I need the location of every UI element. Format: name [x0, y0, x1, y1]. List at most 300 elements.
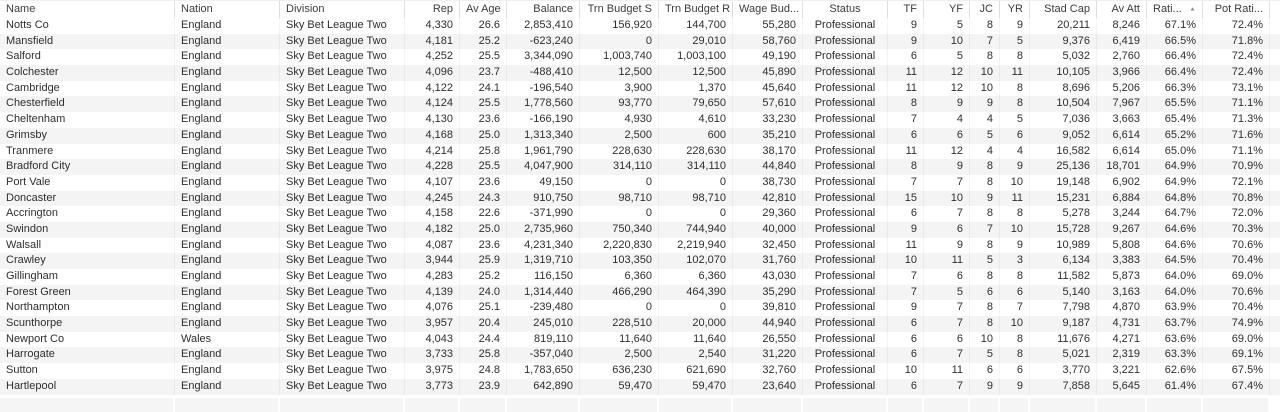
cell-trn_budget_r: 0 [659, 300, 733, 316]
cell-av_att: 6,614 [1097, 128, 1147, 144]
cell-trn_budget_s: 1,003,740 [580, 49, 659, 65]
empty-grid-strip [0, 398, 1280, 412]
cell-yr: 10 [1000, 316, 1030, 332]
table-row-salford[interactable] [0, 49, 1280, 65]
cell-stad_cap: 7,858 [1030, 379, 1097, 395]
cell-av_att: 6,884 [1097, 191, 1147, 207]
cell-jc: 5 [970, 128, 1000, 144]
table-row-tranmere[interactable] [0, 144, 1280, 160]
table-row-forest-green[interactable] [0, 285, 1280, 301]
cell-rep: 4,182 [405, 222, 460, 238]
column-header-label: Av Att [1111, 3, 1140, 15]
cell-wage_bud: 32,450 [733, 238, 803, 254]
cell-yf: 12 [924, 81, 970, 97]
cell-tf: 11 [888, 65, 924, 81]
cell-rati: 64.9% [1147, 159, 1203, 175]
empty-grid-cell [888, 398, 924, 412]
cell-av_age: 23.9 [460, 379, 507, 395]
cell-pot_rati: 72.4% [1203, 18, 1270, 34]
cell-av_att: 4,870 [1097, 300, 1147, 316]
table-row-doncaster[interactable] [0, 191, 1280, 207]
column-header-trn_budget_s[interactable] [580, 1, 659, 18]
cell-jc: 10 [970, 332, 1000, 348]
column-header-trn_budget_r[interactable] [659, 1, 733, 18]
cell-wage_bud: 40,000 [733, 222, 803, 238]
column-header-rep[interactable] [405, 1, 460, 18]
table-row-bradford-city[interactable] [0, 159, 1280, 175]
column-header-division[interactable] [280, 1, 405, 18]
empty-grid-cell [175, 398, 280, 412]
cell-balance: -196,540 [507, 81, 580, 97]
cell-rati: 65.5% [1147, 96, 1203, 112]
cell-status: Professional [803, 347, 888, 363]
cell-nation: England [175, 18, 280, 34]
cell-nation: England [175, 253, 280, 269]
cell-nation: England [175, 285, 280, 301]
table-row-accrington[interactable] [0, 206, 1280, 222]
cell-tf: 7 [888, 175, 924, 191]
cell-wage_bud: 33,230 [733, 112, 803, 128]
cell-av_att: 3,244 [1097, 206, 1147, 222]
cell-rati: 64.0% [1147, 285, 1203, 301]
cell-balance: -488,410 [507, 65, 580, 81]
cell-trn_budget_r: 2,540 [659, 347, 733, 363]
cell-rep: 4,245 [405, 191, 460, 207]
cell-yf: 9 [924, 159, 970, 175]
cell-av_att: 4,731 [1097, 316, 1147, 332]
cell-av_age: 24.3 [460, 191, 507, 207]
cell-division: Sky Bet League Two [280, 18, 405, 34]
cell-av_age: 25.2 [460, 34, 507, 50]
cell-division: Sky Bet League Two [280, 112, 405, 128]
cell-status: Professional [803, 300, 888, 316]
cell-av_age: 24.1 [460, 81, 507, 97]
cell-yf: 6 [924, 269, 970, 285]
empty-grid-cell [1147, 398, 1203, 412]
cell-yf: 10 [924, 191, 970, 207]
empty-grid-cell [580, 398, 659, 412]
column-header-nation[interactable] [175, 1, 280, 18]
cell-av_att: 5,808 [1097, 238, 1147, 254]
cell-name: Gillingham [0, 269, 175, 285]
table-row-northampton[interactable] [0, 300, 1280, 316]
cell-rati: 64.7% [1147, 206, 1203, 222]
cell-status: Professional [803, 363, 888, 379]
cell-yr: 8 [1000, 49, 1030, 65]
table-row-chesterfield[interactable] [0, 96, 1280, 112]
column-header-label: Pot Rati... [1214, 3, 1263, 15]
cell-balance: 1,778,560 [507, 96, 580, 112]
cell-wage_bud: 44,940 [733, 316, 803, 332]
cell-yf: 5 [924, 49, 970, 65]
cell-trn_budget_r: 59,470 [659, 379, 733, 395]
cell-stad_cap: 25,136 [1030, 159, 1097, 175]
cell-av_age: 23.7 [460, 65, 507, 81]
cell-nation: England [175, 300, 280, 316]
cell-stad_cap: 3,770 [1030, 363, 1097, 379]
cell-yf: 12 [924, 65, 970, 81]
cell-pot_rati: 72.4% [1203, 65, 1270, 81]
cell-trn_budget_s: 156,920 [580, 18, 659, 34]
column-header-status[interactable] [803, 1, 888, 18]
cell-av_age: 23.6 [460, 238, 507, 254]
cell-yr: 10 [1000, 175, 1030, 191]
cell-pot_rati: 70.4% [1203, 300, 1270, 316]
cell-jc: 8 [970, 316, 1000, 332]
cell-balance: 2,735,960 [507, 222, 580, 238]
cell-name: Grimsby [0, 128, 175, 144]
cell-division: Sky Bet League Two [280, 332, 405, 348]
cell-pot_rati: 70.6% [1203, 285, 1270, 301]
cell-name: Hartlepool [0, 379, 175, 395]
cell-rati: 62.6% [1147, 363, 1203, 379]
cell-av_att: 3,966 [1097, 65, 1147, 81]
cell-trn_budget_s: 636,230 [580, 363, 659, 379]
cell-status: Professional [803, 128, 888, 144]
cell-name: Crawley [0, 253, 175, 269]
cell-stad_cap: 10,989 [1030, 238, 1097, 254]
cell-yr: 8 [1000, 269, 1030, 285]
cell-name: Notts Co [0, 18, 175, 34]
cell-jc: 6 [970, 363, 1000, 379]
cell-yr: 9 [1000, 238, 1030, 254]
cell-stad_cap: 5,278 [1030, 206, 1097, 222]
cell-rati: 66.4% [1147, 49, 1203, 65]
cell-nation: England [175, 81, 280, 97]
column-header-av_att[interactable] [1097, 1, 1147, 18]
table-row-notts-co[interactable] [0, 18, 1280, 34]
cell-stad_cap: 11,582 [1030, 269, 1097, 285]
cell-av_age: 23.6 [460, 175, 507, 191]
cell-rati: 64.0% [1147, 269, 1203, 285]
cell-yf: 11 [924, 253, 970, 269]
cell-stad_cap: 19,148 [1030, 175, 1097, 191]
cell-trn_budget_s: 93,770 [580, 96, 659, 112]
cell-name: Sutton [0, 363, 175, 379]
cell-rep: 4,168 [405, 128, 460, 144]
cell-trn_budget_r: 0 [659, 206, 733, 222]
cell-av_att: 5,645 [1097, 379, 1147, 395]
cell-division: Sky Bet League Two [280, 363, 405, 379]
cell-name: Cambridge [0, 81, 175, 97]
cell-stad_cap: 9,376 [1030, 34, 1097, 50]
cell-trn_budget_s: 4,930 [580, 112, 659, 128]
cell-name: Swindon [0, 222, 175, 238]
cell-name: Doncaster [0, 191, 175, 207]
cell-yf: 6 [924, 332, 970, 348]
cell-wage_bud: 29,360 [733, 206, 803, 222]
cell-pot_rati: 72.4% [1203, 49, 1270, 65]
cell-tf: 8 [888, 159, 924, 175]
cell-nation: Wales [175, 332, 280, 348]
cell-name: Port Vale [0, 175, 175, 191]
cell-status: Professional [803, 316, 888, 332]
cell-rep: 4,158 [405, 206, 460, 222]
cell-division: Sky Bet League Two [280, 300, 405, 316]
cell-tf: 11 [888, 81, 924, 97]
empty-grid-cell [460, 398, 507, 412]
cell-jc: 4 [970, 144, 1000, 160]
cell-jc: 9 [970, 191, 1000, 207]
cell-jc: 8 [970, 300, 1000, 316]
table-row-port-vale[interactable] [0, 175, 1280, 191]
cell-av_att: 2,760 [1097, 49, 1147, 65]
cell-av_att: 4,271 [1097, 332, 1147, 348]
cell-division: Sky Bet League Two [280, 81, 405, 97]
cell-balance: 910,750 [507, 191, 580, 207]
column-header-pot_rati[interactable] [1203, 1, 1270, 18]
column-header-yf[interactable] [924, 1, 970, 18]
cell-yr: 6 [1000, 285, 1030, 301]
column-header-rati[interactable] [1147, 1, 1203, 18]
column-header-label: Balance [533, 3, 573, 15]
cell-yr: 8 [1000, 81, 1030, 97]
cell-balance: 4,231,340 [507, 238, 580, 254]
cell-status: Professional [803, 34, 888, 50]
cell-balance: -623,240 [507, 34, 580, 50]
cell-division: Sky Bet League Two [280, 49, 405, 65]
cell-nation: England [175, 316, 280, 332]
cell-rep: 3,975 [405, 363, 460, 379]
cell-trn_budget_s: 0 [580, 300, 659, 316]
cell-stad_cap: 10,105 [1030, 65, 1097, 81]
column-header-label: Status [829, 3, 861, 15]
cell-trn_budget_r: 621,690 [659, 363, 733, 379]
cell-tf: 9 [888, 222, 924, 238]
cell-rati: 64.5% [1147, 253, 1203, 269]
cell-pot_rati: 71.6% [1203, 128, 1270, 144]
cell-rati: 67.1% [1147, 18, 1203, 34]
cell-balance: 1,961,790 [507, 144, 580, 160]
cell-yf: 5 [924, 18, 970, 34]
cell-trn_budget_s: 466,290 [580, 285, 659, 301]
cell-stad_cap: 5,032 [1030, 49, 1097, 65]
cell-trn_budget_s: 314,110 [580, 159, 659, 175]
cell-nation: England [175, 222, 280, 238]
cell-yr: 3 [1000, 253, 1030, 269]
table-row-hartlepool[interactable] [0, 379, 1280, 395]
cell-trn_budget_s: 6,360 [580, 269, 659, 285]
cell-nation: England [175, 49, 280, 65]
cell-name: Walsall [0, 238, 175, 254]
cell-pot_rati: 69.0% [1203, 332, 1270, 348]
cell-balance: 2,853,410 [507, 18, 580, 34]
cell-tf: 6 [888, 49, 924, 65]
table-row-swindon[interactable] [0, 222, 1280, 238]
cell-rati: 63.6% [1147, 332, 1203, 348]
column-header-tf[interactable] [888, 1, 924, 18]
cell-tf: 15 [888, 191, 924, 207]
table-row-grimsby[interactable] [0, 128, 1280, 144]
cell-av_age: 25.5 [460, 49, 507, 65]
column-header-jc[interactable] [970, 1, 1000, 18]
column-header-label: Trn Budget R [665, 3, 731, 15]
cell-av_age: 26.6 [460, 18, 507, 34]
cell-jc: 8 [970, 269, 1000, 285]
cell-tf: 11 [888, 144, 924, 160]
cell-name: Cheltenham [0, 112, 175, 128]
cell-rep: 3,733 [405, 347, 460, 363]
cell-av_att: 3,163 [1097, 285, 1147, 301]
cell-rep: 4,283 [405, 269, 460, 285]
table-row-mansfield[interactable] [0, 34, 1280, 50]
cell-stad_cap: 7,798 [1030, 300, 1097, 316]
cell-pot_rati: 70.4% [1203, 253, 1270, 269]
table-row-scunthorpe[interactable] [0, 316, 1280, 332]
cell-rati: 64.6% [1147, 238, 1203, 254]
cell-rati: 63.3% [1147, 347, 1203, 363]
cell-tf: 9 [888, 300, 924, 316]
cell-pot_rati: 72.0% [1203, 206, 1270, 222]
cell-stad_cap: 6,134 [1030, 253, 1097, 269]
cell-jc: 8 [970, 238, 1000, 254]
cell-av_att: 5,873 [1097, 269, 1147, 285]
cell-av_age: 25.5 [460, 96, 507, 112]
table-row-crawley[interactable] [0, 253, 1280, 269]
cell-yf: 7 [924, 206, 970, 222]
cell-trn_budget_r: 11,640 [659, 332, 733, 348]
cell-yf: 10 [924, 34, 970, 50]
cell-division: Sky Bet League Two [280, 96, 405, 112]
cell-pot_rati: 69.1% [1203, 347, 1270, 363]
cell-wage_bud: 26,550 [733, 332, 803, 348]
column-header-label: Rep [432, 3, 453, 15]
cell-tf: 6 [888, 332, 924, 348]
cell-status: Professional [803, 285, 888, 301]
cell-av_age: 22.6 [460, 206, 507, 222]
column-header-stad_cap[interactable] [1030, 1, 1097, 18]
cell-rati: 64.8% [1147, 191, 1203, 207]
cell-trn_budget_s: 0 [580, 34, 659, 50]
cell-jc: 5 [970, 253, 1000, 269]
table-row-cambridge[interactable] [0, 81, 1280, 97]
cell-av_att: 2,319 [1097, 347, 1147, 363]
cell-trn_budget_s: 228,630 [580, 144, 659, 160]
cell-stad_cap: 9,187 [1030, 316, 1097, 332]
cell-division: Sky Bet League Two [280, 159, 405, 175]
cell-name: Harrogate [0, 347, 175, 363]
empty-grid-cell [0, 398, 175, 412]
cell-balance: -166,190 [507, 112, 580, 128]
cell-av_att: 3,383 [1097, 253, 1147, 269]
cell-yr: 8 [1000, 332, 1030, 348]
cell-trn_budget_s: 12,500 [580, 65, 659, 81]
cell-name: Bradford City [0, 159, 175, 175]
cell-trn_budget_s: 11,640 [580, 332, 659, 348]
cell-balance: 1,314,440 [507, 285, 580, 301]
empty-grid-cell [405, 398, 460, 412]
cell-yr: 6 [1000, 128, 1030, 144]
table-row-gillingham[interactable] [0, 269, 1280, 285]
cell-rep: 4,252 [405, 49, 460, 65]
cell-nation: England [175, 159, 280, 175]
cell-trn_budget_r: 6,360 [659, 269, 733, 285]
cell-yf: 9 [924, 96, 970, 112]
cell-division: Sky Bet League Two [280, 34, 405, 50]
cell-av_age: 25.8 [460, 347, 507, 363]
table-row-cheltenham[interactable] [0, 112, 1280, 128]
column-header-label: Name [6, 3, 36, 15]
cell-status: Professional [803, 144, 888, 160]
cell-nation: England [175, 175, 280, 191]
cell-pot_rati: 73.1% [1203, 81, 1270, 97]
cell-pot_rati: 69.0% [1203, 269, 1270, 285]
table-row-sutton[interactable] [0, 363, 1280, 379]
cell-av_att: 6,614 [1097, 144, 1147, 160]
cell-rati: 63.9% [1147, 300, 1203, 316]
table-row-newport-co[interactable] [0, 332, 1280, 348]
column-header-label: Stad Cap [1044, 3, 1090, 15]
cell-jc: 8 [970, 18, 1000, 34]
cell-yr: 6 [1000, 363, 1030, 379]
cell-av_att: 9,267 [1097, 222, 1147, 238]
column-header-name[interactable] [0, 1, 175, 18]
cell-yr: 9 [1000, 159, 1030, 175]
cell-rati: 64.6% [1147, 222, 1203, 238]
cell-jc: 4 [970, 112, 1000, 128]
cell-tf: 6 [888, 379, 924, 395]
cell-balance: 1,313,340 [507, 128, 580, 144]
sort-ascending-icon: ▲ [1189, 6, 1196, 13]
cell-name: Forest Green [0, 285, 175, 301]
cell-wage_bud: 49,190 [733, 49, 803, 65]
cell-yf: 7 [924, 379, 970, 395]
column-header-label: JC [979, 3, 993, 15]
column-header-wage_bud[interactable] [733, 1, 803, 18]
cell-av_age: 25.9 [460, 253, 507, 269]
empty-grid-cell [1030, 398, 1097, 412]
cell-division: Sky Bet League Two [280, 347, 405, 363]
column-header-balance[interactable] [507, 1, 580, 18]
cell-av_age: 25.2 [460, 269, 507, 285]
cell-division: Sky Bet League Two [280, 175, 405, 191]
cell-yf: 7 [924, 175, 970, 191]
cell-yf: 7 [924, 316, 970, 332]
table-row-harrogate[interactable] [0, 347, 1280, 363]
cell-jc: 5 [970, 347, 1000, 363]
table-row-walsall[interactable] [0, 238, 1280, 254]
column-header-yr[interactable] [1000, 1, 1030, 18]
cell-pot_rati: 74.9% [1203, 316, 1270, 332]
cell-balance: 4,047,900 [507, 159, 580, 175]
cell-wage_bud: 58,760 [733, 34, 803, 50]
cell-division: Sky Bet League Two [280, 269, 405, 285]
cell-balance: 1,319,710 [507, 253, 580, 269]
cell-jc: 9 [970, 379, 1000, 395]
cell-stad_cap: 9,052 [1030, 128, 1097, 144]
cell-tf: 7 [888, 112, 924, 128]
cell-trn_budget_r: 2,219,940 [659, 238, 733, 254]
column-header-label: Trn Budget S [587, 3, 652, 15]
cell-jc: 6 [970, 285, 1000, 301]
cell-balance: 1,783,650 [507, 363, 580, 379]
cell-rep: 4,139 [405, 285, 460, 301]
column-header-label: Rati... [1153, 3, 1182, 15]
table-row-colchester[interactable] [0, 65, 1280, 81]
column-header-av_age[interactable] [460, 1, 507, 18]
cell-stad_cap: 5,140 [1030, 285, 1097, 301]
cell-status: Professional [803, 49, 888, 65]
cell-wage_bud: 42,810 [733, 191, 803, 207]
cell-wage_bud: 55,280 [733, 18, 803, 34]
cell-trn_budget_r: 600 [659, 128, 733, 144]
cell-trn_budget_s: 3,900 [580, 81, 659, 97]
cell-trn_budget_r: 314,110 [659, 159, 733, 175]
cell-rep: 4,181 [405, 34, 460, 50]
empty-grid-cell [659, 398, 733, 412]
cell-wage_bud: 38,730 [733, 175, 803, 191]
cell-pot_rati: 70.6% [1203, 238, 1270, 254]
